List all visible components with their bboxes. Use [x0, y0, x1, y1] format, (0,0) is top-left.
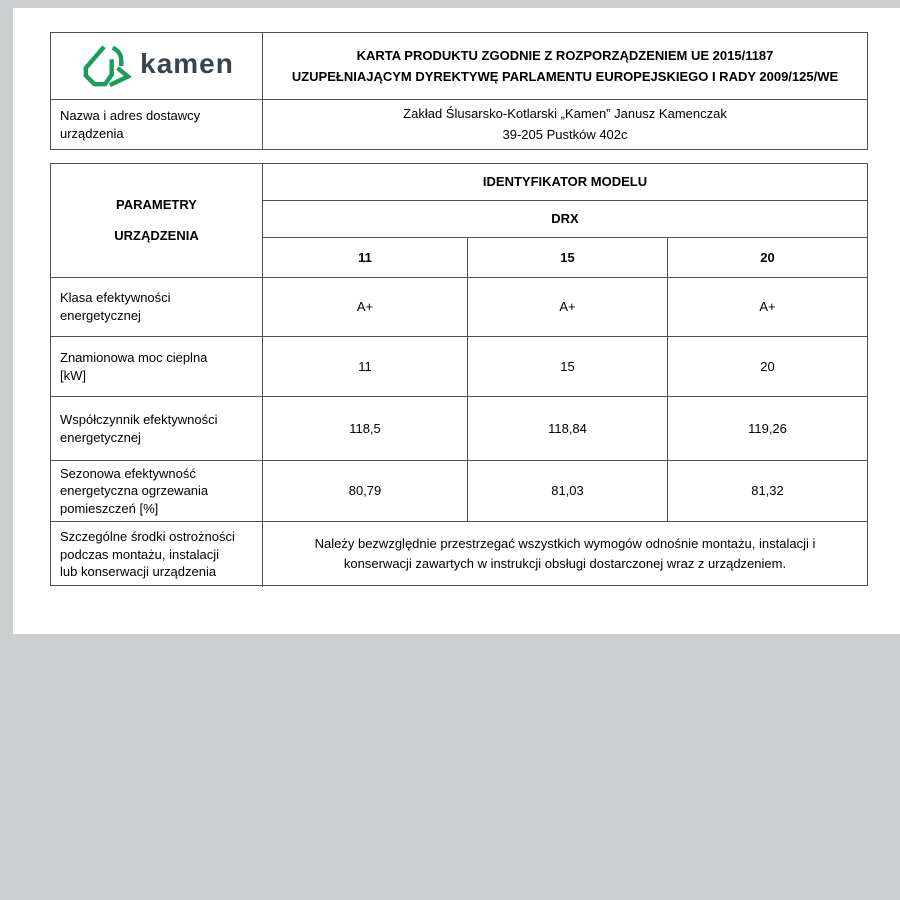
value-cell: 118,5 [263, 397, 468, 461]
supplier-label: Nazwa i adres dostawcy urządzenia [51, 100, 263, 149]
document-page [13, 8, 900, 634]
series-header: DRX [263, 201, 867, 238]
supplier-name: Zakład Ślusarsko-Kotlarski „Kamen” Janusz Kamenczak [403, 105, 727, 121]
kamen-logo-text: kamen [140, 48, 234, 79]
value-cell: 15 [468, 337, 668, 397]
value-cell: 118,84 [468, 397, 668, 461]
row-label-efficiency-index: Współczynnik efektywności energetycznej [51, 397, 263, 461]
document-title-line1: KARTA PRODUKTU ZGODNIE Z ROZPORZĄDZENIEM UE 2015/1187 [356, 47, 774, 63]
precautions-note: Należy bezwzględnie przestrzegać wszystkich wymogów odnośnie montażu, instalacji i konserwacji zawartych w instrukcji obsługi dostarczonej wraz z urządzeniem. [314, 536, 816, 572]
corner-header-line2: URZĄDZENIA [114, 228, 199, 243]
supplier-value [263, 100, 867, 149]
kamen-logo-icon [79, 43, 131, 89]
value-cell: 81,32 [668, 461, 867, 522]
model-identifier-header: IDENTYFIKATOR MODELU [263, 164, 867, 201]
header-table [50, 32, 868, 150]
row-label-precautions: Szczególne środki ostrożności podczas montażu, instalacji lub konserwacji urządzenia [51, 522, 263, 587]
value-cell: 80,79 [263, 461, 468, 522]
value-cell: A+ [668, 278, 867, 337]
value-cell: 11 [263, 337, 468, 397]
value-cell: A+ [263, 278, 468, 337]
value-cell: 81,03 [468, 461, 668, 522]
value-cell: 119,26 [668, 397, 867, 461]
document-title [263, 33, 867, 100]
value-cell: A+ [468, 278, 668, 337]
model-column-header: 15 [468, 238, 668, 278]
row-label-energy-class: Klasa efektywności energetycznej [51, 278, 263, 337]
corner-header [51, 164, 263, 278]
corner-header-line1: PARAMETRY [116, 197, 197, 213]
parameters-table [50, 163, 868, 586]
value-cell: 20 [668, 337, 867, 397]
logo-cell [51, 33, 263, 100]
document-title-line2: UZUPEŁNIAJĄCYM DYREKTYWĘ PARLAMENTU EUROPEJSKIEGO I RADY 2009/125/WE [291, 69, 839, 84]
model-column-header: 11 [263, 238, 468, 278]
model-column-header: 20 [668, 238, 867, 278]
row-label-nominal-power: Znamionowa moc cieplna [kW] [51, 337, 263, 397]
row-label-seasonal-efficiency: Sezonowa efektywność energetyczna ogrzewania pomieszczeń [%] [51, 461, 263, 522]
supplier-address: 39-205 Pustków 402c [502, 126, 628, 142]
